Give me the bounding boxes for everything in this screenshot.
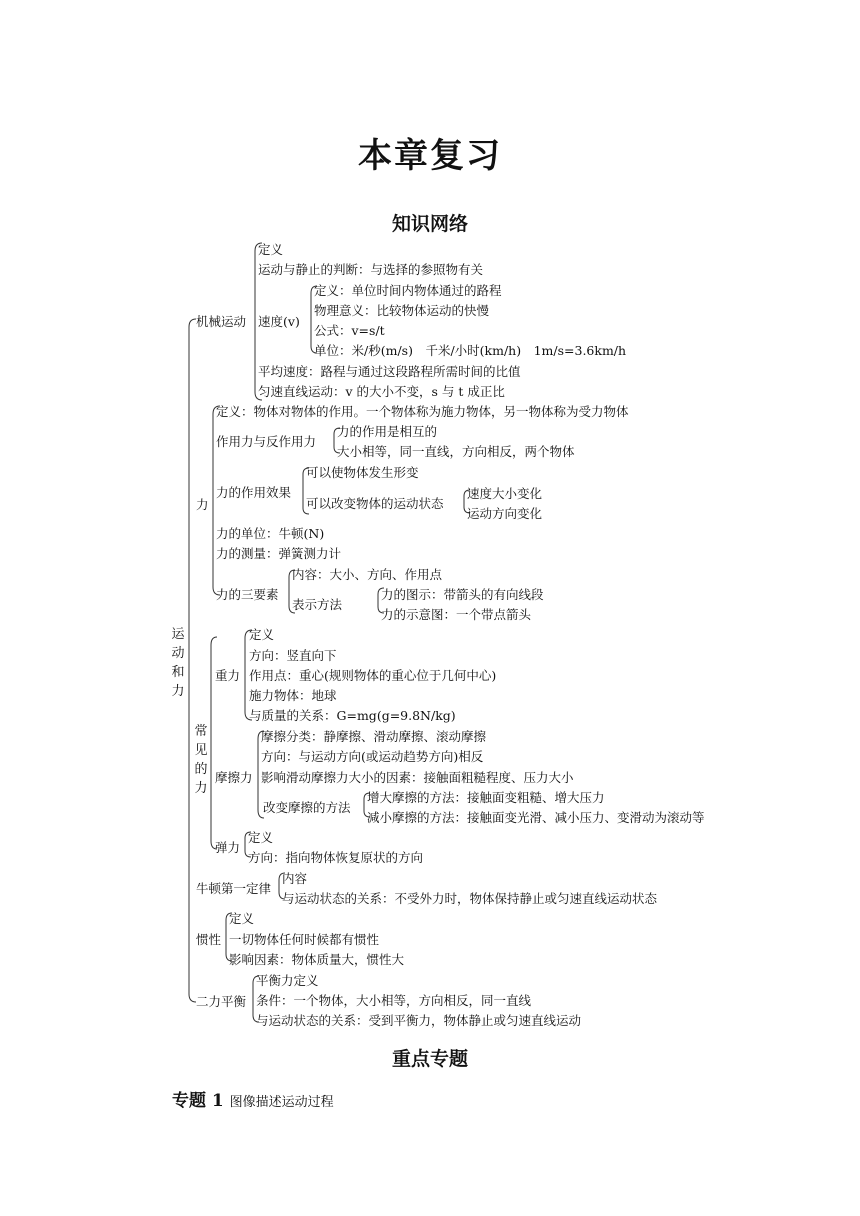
node-speed: 速度(v) — [258, 314, 300, 329]
node-friction-types: 摩擦分类：静摩擦、滑动摩擦、滚动摩擦 — [261, 729, 487, 744]
node-gravity-mass: 与质量的关系：G=mg(g=9.8N/kg) — [249, 708, 456, 723]
node-gravity-definition: 定义 — [249, 627, 275, 642]
node-force-definition: 定义：物体对物体的作用。一个物体称为施力物体，另一物体称为受力物体 — [216, 404, 629, 419]
node-action-equal: 大小相等，同一直线，方向相反，两个物体 — [337, 444, 575, 459]
node-force-effect: 力的作用效果 — [216, 485, 292, 500]
node-three-elements: 力的三要素 — [216, 587, 279, 602]
node-speed-definition: 定义：单位时间内物体通过的路程 — [314, 283, 502, 298]
node-force: 力 — [196, 497, 209, 512]
node-newton-relation: 与运动状态的关系：不受外力时，物体保持静止或匀速直线运动状态 — [282, 891, 658, 906]
node-friction-factors: 影响滑动摩擦力大小的因素：接触面粗糙程度、压力大小 — [261, 770, 574, 785]
node-newton-content: 内容 — [282, 871, 308, 886]
node-elastic-definition: 定义 — [248, 830, 274, 845]
node-mech-reference: 运动与静止的判断：与选择的参照物有关 — [258, 262, 484, 277]
node-elastic-direction: 方向：指向物体恢复原状的方向 — [248, 850, 424, 865]
node-speed-unit: 单位：米/秒(m/s) 千米/小时(km/h) 1m/s=3.6km/h — [314, 343, 627, 358]
tree-root-label: 运动和力 — [171, 627, 185, 699]
node-mechanical-motion: 机械运动 — [196, 314, 247, 329]
topic-1-text: 图像描述运动过程 — [229, 1095, 334, 1110]
node-three-content: 内容：大小、方向、作用点 — [292, 567, 443, 582]
node-inertia: 惯性 — [196, 932, 222, 947]
node-friction-increase: 增大摩擦的方法：接触面变粗糙、增大压力 — [367, 790, 605, 805]
node-mech-definition: 定义 — [258, 242, 284, 257]
node-effect-deform: 可以使物体发生形变 — [306, 465, 419, 480]
node-speed-meaning: 物理意义：比较物体运动的快慢 — [314, 303, 490, 318]
focus-topics-heading: 重点专题 — [391, 1048, 468, 1070]
node-action-mutual: 力的作用是相互的 — [337, 424, 438, 439]
node-force-diagram: 力的图示：带箭头的有向线段 — [381, 587, 544, 602]
node-effect-direction-change: 运动方向变化 — [467, 506, 543, 521]
node-effect-motion-state: 可以改变物体的运动状态 — [306, 496, 444, 511]
node-average-speed: 平均速度：路程与通过这段路程所需时间的比值 — [258, 364, 521, 379]
node-friction-decrease: 减小摩擦的方法：接触面变光滑、减小压力、变滑动为滚动等 — [367, 810, 705, 825]
node-two-force-balance: 二力平衡 — [196, 994, 247, 1009]
node-gravity-point: 作用点：重心(规则物体的重心位于几何中心) — [249, 668, 497, 683]
brace-root — [189, 319, 196, 1002]
node-balance-definition: 平衡力定义 — [256, 973, 319, 988]
node-friction-direction: 方向：与运动方向(或运动趋势方向)相反 — [261, 749, 484, 764]
node-action-reaction: 作用力与反作用力 — [216, 434, 317, 449]
node-inertia-always: 一切物体任何时候都有惯性 — [229, 932, 380, 947]
node-gravity: 重力 — [215, 668, 241, 683]
node-gravity-direction: 方向：竖直向下 — [249, 648, 337, 663]
node-newton-first-law: 牛顿第一定律 — [196, 881, 272, 896]
node-speed-formula: 公式：v=s/t — [314, 323, 385, 338]
node-friction-change: 改变摩擦的方法 — [263, 800, 351, 815]
node-inertia-factor: 影响因素：物体质量大，惯性大 — [229, 952, 405, 967]
node-balance-relation: 与运动状态的关系：受到平衡力，物体静止或匀速直线运动 — [256, 1013, 582, 1028]
node-gravity-source: 施力物体：地球 — [249, 688, 337, 703]
topic-1-label: 专题 1 — [172, 1091, 224, 1111]
node-friction: 摩擦力 — [215, 770, 253, 785]
node-three-method: 表示方法 — [292, 597, 343, 612]
node-common-forces: 常见的力 — [194, 724, 208, 796]
node-elastic: 弹力 — [215, 840, 241, 855]
node-force-sketch: 力的示意图：一个带点箭头 — [381, 607, 532, 622]
page-title: 本章复习 — [358, 136, 502, 176]
node-inertia-definition: 定义 — [229, 911, 255, 926]
node-force-unit: 力的单位：牛顿(N) — [216, 526, 325, 541]
node-balance-condition: 条件：一个物体，大小相等，方向相反，同一直线 — [256, 993, 532, 1008]
node-force-measure: 力的测量：弹簧测力计 — [216, 546, 342, 561]
node-effect-speed-change: 速度大小变化 — [467, 486, 543, 501]
topic-1-heading — [172, 1086, 334, 1111]
knowledge-network-heading: 知识网络 — [391, 213, 468, 235]
node-uniform-motion: 匀速直线运动：v 的大小不变，s 与 t 成正比 — [258, 384, 505, 399]
